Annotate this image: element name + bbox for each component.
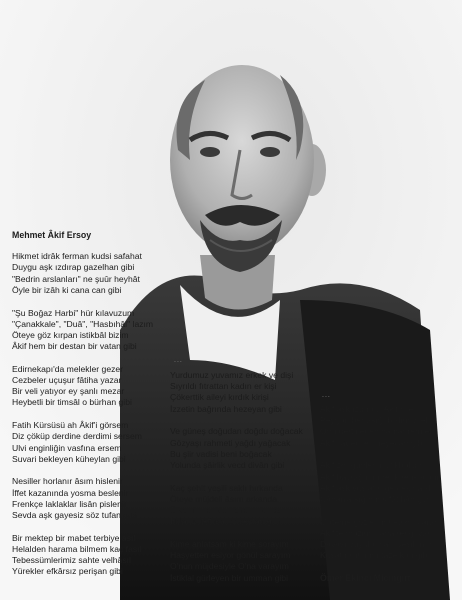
verse-line: Âkif hem bir destan bir vatan gibi [12,341,137,352]
stanza [320,460,439,505]
verse-line: Cânân'a sığınmış fâtihân gibi [320,493,431,504]
verse-line: Diz çöküp derdine derdimi sersem [12,431,142,442]
verse-line: Cezbeler uçuşur fâtiha yazar [12,375,122,386]
separator-dots: ... [174,357,183,364]
verse-line: İstiklal gürleyen bir umman gibi [170,572,288,583]
verse-line: Helalden harama bilmem kaç fasıl [12,543,142,554]
verse-line: Âkif'te mâzimin ana rengi var [320,527,431,538]
verse-line: Fatih Kürsüsü ah Âkif'i görsem [12,420,129,431]
stanza [12,420,153,465]
verse-line: O'nun müjdesiyle O'na varayım [170,561,289,572]
verse-line: Ülkemin renkleri birdir ırkında [170,505,282,516]
verse-line: Kime anlatsam ki kime sorayım [170,538,289,549]
verse-line: Gözyaşı rahmeti yağdı yağacak [170,437,291,448]
verse-line: Suvari bekleyen küheylan gibi [12,453,126,464]
verse-line: Heybetli bir timsâl o bürhan gibi [12,397,132,408]
verse-line: Hikmet idrâk ferman kudsi safahat [12,251,142,262]
poem-title: Mehmet Âkif Ersoy [12,230,92,240]
verse-line: Öyle bir izâh ki cana can gibi [12,284,122,295]
verse-line: Âkif aşk ızdırap, Âkif çileli [320,404,417,414]
author-signature: Ömer Ekinci Micingirt [320,572,411,583]
verse-line: Âkif zor günlerin istikbâlidir [320,460,422,471]
verse-line: Âkif bayrağımın renk renk alıdır [320,471,440,482]
verse-line: Mateme gözlerim hep onu arar [320,516,438,527]
verse-line: Bu şiir vadisi beni boğacak [170,448,272,459]
poem-column-2 [170,370,303,595]
stanza [170,370,303,415]
verse-line: Yolunda şâirlik vecd divân gibi [170,459,285,470]
separator-dots: ... [322,392,331,399]
stanza [170,426,303,471]
verse-line: İzzetin bağrında hezeyan gibi [170,403,282,414]
verse-line: Kuşatır ruhumu tâze kan gibi [320,550,430,561]
verse-line: Öteye müjdeli âsım arkanda [170,493,277,504]
stanza [12,476,153,521]
verse-line: Âkif vâdedilen heyecan gibi [320,437,425,448]
stanza [12,251,153,296]
verse-line: Peygamber aşığı bildim bileli [320,415,430,426]
verse-line: Âkif aşk vuslatın gerçek hâlidir [320,482,436,493]
verse-line: Irklarda tefrika bir şeytan gibi [170,516,280,527]
verse-line: Ulvi enginliğin vasfına ersem [12,442,122,453]
poem-column-1 [12,230,153,589]
verse-line: Kaç şehit yeşili saklı hırkanda [170,482,283,493]
verse-line: Öteye göz kırpan istikbâl bizim [12,329,129,340]
verse-line: Yurdumuz yuvamız erkek ve dişi [170,370,294,380]
verse-line: Onu dertli eden namahrem eli [320,426,434,437]
stanza [320,404,439,449]
verse-line: Yürekler efkârsız perişan gibi [12,566,123,577]
poem-column-3 [320,404,439,584]
verse-line: "Bedrin arslanları" ne şuûr heyhât [12,273,140,284]
verse-line: Duygu aşk ızdırap gazelhan gibi [12,262,135,273]
verse-line: Ve güneş doğudan doğdu doğacak [170,426,303,437]
verse-line: "Çanakkale", "Duâ", "Hasbıhâl" lazım [12,318,154,329]
stanza [170,539,303,584]
verse-line: Bir veli yatıyor ey şanlı mezar [12,386,125,397]
verse-line: Edirnekapı'da melekler gezer [12,363,124,374]
verse-line: Haşyetten esiyor gönül sarayım [170,550,291,561]
verse-line: "Şu Boğaz Harbi" hür kılavuzum [12,307,135,318]
stanza [12,308,153,353]
verse-line: Davası büyülü mavi yeşil mor [320,539,432,550]
verse-line: Frenkçe laklaklar lisân pislenir [12,498,127,509]
verse-line: Sevda aşk gayesiz söz tufan gibi [12,510,137,521]
verse-line: Nesiller horlanır âsım hislenir [12,476,123,487]
stanza [12,364,153,409]
stanza [12,533,153,578]
verse-line: Çökerttik aileyi kırdık kirişi [170,392,269,403]
verse-line: Sıyrıldı fıtrattan kadın er kişi [170,381,277,392]
verse-line: Tebessümlerimiz sahte velhâsıl [12,555,131,566]
stanza [320,517,439,562]
verse-line: Bir mektep bir mabet terbiye asıl [12,532,136,543]
verse-line: İffet kazanında yosma beslenir [12,487,129,498]
stanza [170,483,303,528]
